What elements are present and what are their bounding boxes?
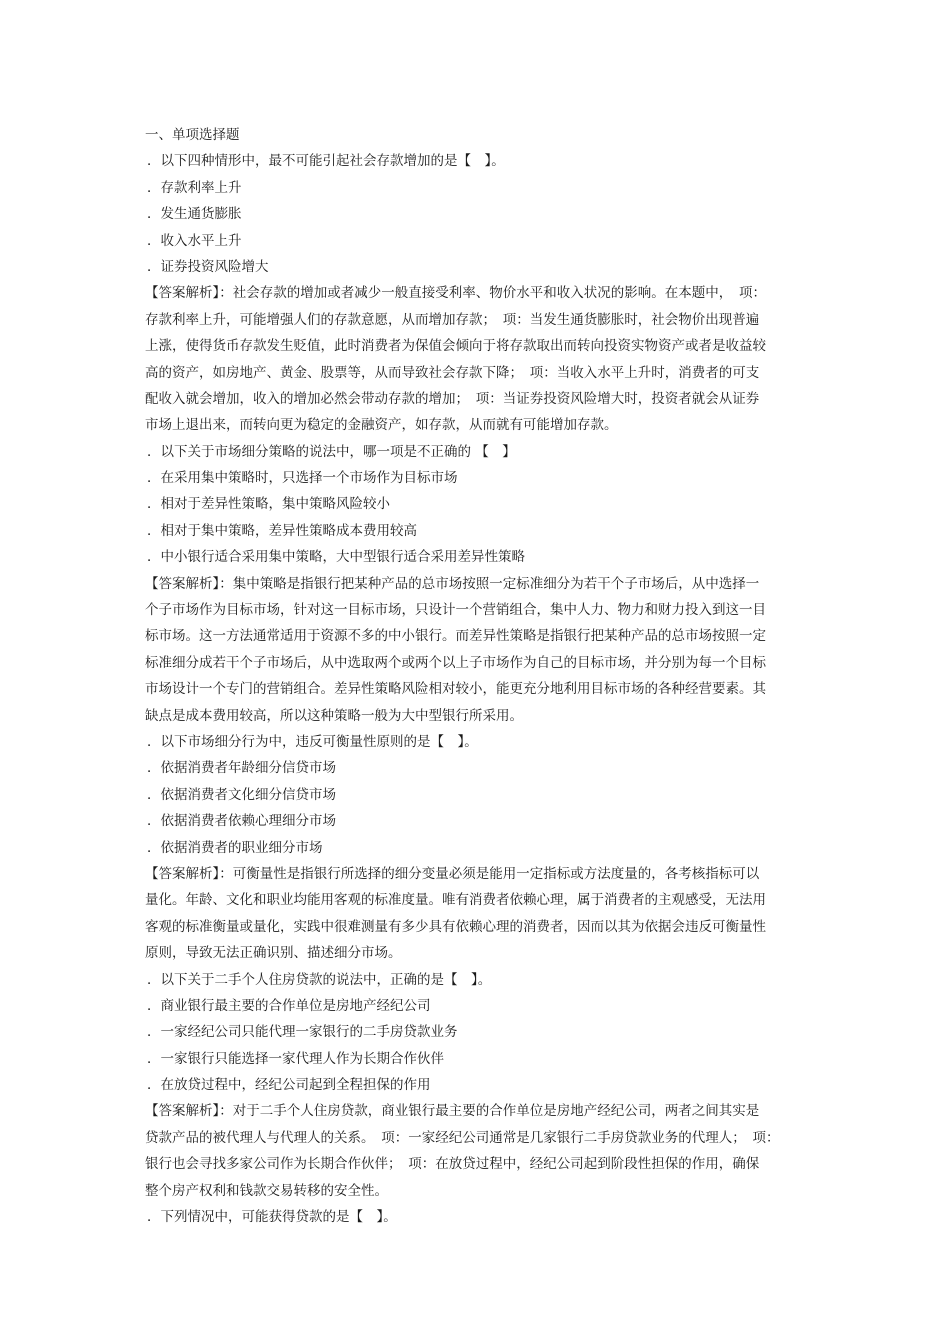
option-item: ．收入水平上升 <box>147 232 242 249</box>
answer-text: ：集中策略是指银行把某种产品的总市场按照一定标准细分为若干个子市场后，从中选择一 <box>219 575 760 592</box>
answer-text: 个子市场作为目标市场，针对这一目标市场，只设计一个营销组合，集中人力、物力和财力投入到这一目 <box>145 602 766 619</box>
question-stem: ．以下四种情形中，最不可能引起社会存款增加的是【 】。 <box>147 153 505 170</box>
answer-analysis <box>145 571 810 729</box>
question-block <box>145 729 810 967</box>
option-item: ．一家银行只能选择一家代理人作为长期合作伙伴 <box>147 1050 444 1067</box>
answer-text: ：对于二手个人住房贷款，商业银行最主要的合作单位是房地产经纪公司，两者之间其实是 <box>219 1103 760 1120</box>
answer-label: 【答案解析】 <box>145 285 220 302</box>
answer-text: 上涨，使得货币存款发生贬值，此时消费者为保值会倾向于将存款取出而转向投资实物资产或者是收益较 <box>145 338 766 355</box>
question-block <box>145 148 810 438</box>
option-item: ．在采用集中策略时，只选择一个市场作为目标市场 <box>147 470 458 487</box>
answer-text: 市场上退出来，而转向更为稳定的金融资产，如存款，从而就有可能增加存款。 <box>145 417 618 434</box>
answer-analysis <box>145 861 810 967</box>
question-stem: ．以下关于二手个人住房贷款的说法中，正确的是【 】。 <box>147 971 492 988</box>
question-stem: ．以下关于市场细分策略的说法中，哪一项是不正确的 【 】 <box>147 443 516 460</box>
answer-text: 市场设计一个专门的营销组合。差异性策略风险相对较小，能更充分地利用目标市场的各种经营要素。其 <box>145 681 766 698</box>
answer-text: 银行也会寻找多家公司作为长期合作伙伴； 项：在放贷过程中，经纪公司起到阶段性担保的作用，确保 <box>145 1156 760 1173</box>
answer-text: 标准细分成若干个子市场后，从中选取两个或两个以上子市场作为自己的目标市场，并分别为每一个目标 <box>145 654 766 671</box>
answer-text: 整个房产权利和钱款交易转移的安全性。 <box>145 1182 388 1199</box>
option-item: ．相对于差异性策略，集中策略风险较小 <box>147 496 390 513</box>
question-stem: ．下列情况中，可能获得贷款的是【 】。 <box>147 1209 397 1226</box>
option-item: ．相对于集中策略，差异性策略成本费用较高 <box>147 522 417 539</box>
option-item: ．依据消费者年龄细分信贷市场 <box>147 760 336 777</box>
option-item: ．一家经纪公司只能代理一家银行的二手房贷款业务 <box>147 1024 458 1041</box>
answer-text: 客观的标准衡量或量化，实践中很难测量有多少具有依赖心理的消费者，因而以其为依据会违反可衡量性 <box>145 918 766 935</box>
option-item: ．存款利率上升 <box>147 179 242 196</box>
answer-text: 贷款产品的被代理人与代理人的关系。 项：一家经纪公司通常是几家银行二手房贷款业务的代理人； 项： <box>145 1129 780 1146</box>
option-item: ．发生通货膨胀 <box>147 206 242 223</box>
option-item: ．依据消费者的职业细分市场 <box>147 839 323 856</box>
option-item: ．依据消费者文化细分信贷市场 <box>147 786 336 803</box>
answer-text: 量化。年龄、文化和职业均能用客观的标准度量。唯有消费者依赖心理，属于消费者的主观感受，无法用 <box>145 892 766 909</box>
answer-text: 缺点是成本费用较高，所以这种策略一般为大中型银行所采用。 <box>145 707 523 724</box>
answer-text: 配收入就会增加，收入的增加必然会带动存款的增加； 项：当证券投资风险增大时，投资者就会从证券 <box>145 390 760 407</box>
option-item: ．中小银行适合采用集中策略，大中型银行适合采用差异性策略 <box>147 549 525 566</box>
answer-analysis <box>145 280 810 438</box>
answer-label: 【答案解析】 <box>145 1103 220 1120</box>
answer-label: 【答案解析】 <box>145 575 220 592</box>
option-item: ．商业银行最主要的合作单位是房地产经纪公司 <box>147 997 431 1014</box>
answer-text: ：社会存款的增加或者减少一般直接受利率、物价水平和收入状况的影响。在本题中， 项： <box>219 285 766 302</box>
answer-label: 【答案解析】 <box>145 865 220 882</box>
answer-text: 存款利率上升，可能增强人们的存款意愿，从而增加存款； 项：当发生通货膨胀时，社会物价出现普遍 <box>145 311 760 328</box>
document-content <box>145 122 810 1230</box>
question-block <box>145 439 810 729</box>
answer-text: 标市场。这一方法通常适用于资源不多的中小银行。而差异性策略是指银行把某种产品的总市场按照一定 <box>145 628 766 645</box>
answer-text: 高的资产，如房地产、黄金、股票等，从而导致社会存款下降； 项：当收入水平上升时，消费者的可支 <box>145 364 760 381</box>
section-title: 一、单项选择题 <box>145 127 240 143</box>
option-item: ．在放贷过程中，经纪公司起到全程担保的作用 <box>147 1077 431 1094</box>
answer-text: 原则，导致无法正确识别、描述细分市场。 <box>145 945 402 962</box>
question-block <box>145 1204 810 1230</box>
question-stem: ．以下市场细分行为中，违反可衡量性原则的是【 】。 <box>147 733 478 750</box>
option-item: ．依据消费者依赖心理细分市场 <box>147 813 336 830</box>
question-block <box>145 967 810 1205</box>
answer-text: ：可衡量性是指银行所选择的细分变量必须是能用一定指标或方法度量的，各考核指标可以 <box>219 865 760 882</box>
answer-analysis <box>145 1098 810 1204</box>
option-item: ．证券投资风险增大 <box>147 258 269 275</box>
